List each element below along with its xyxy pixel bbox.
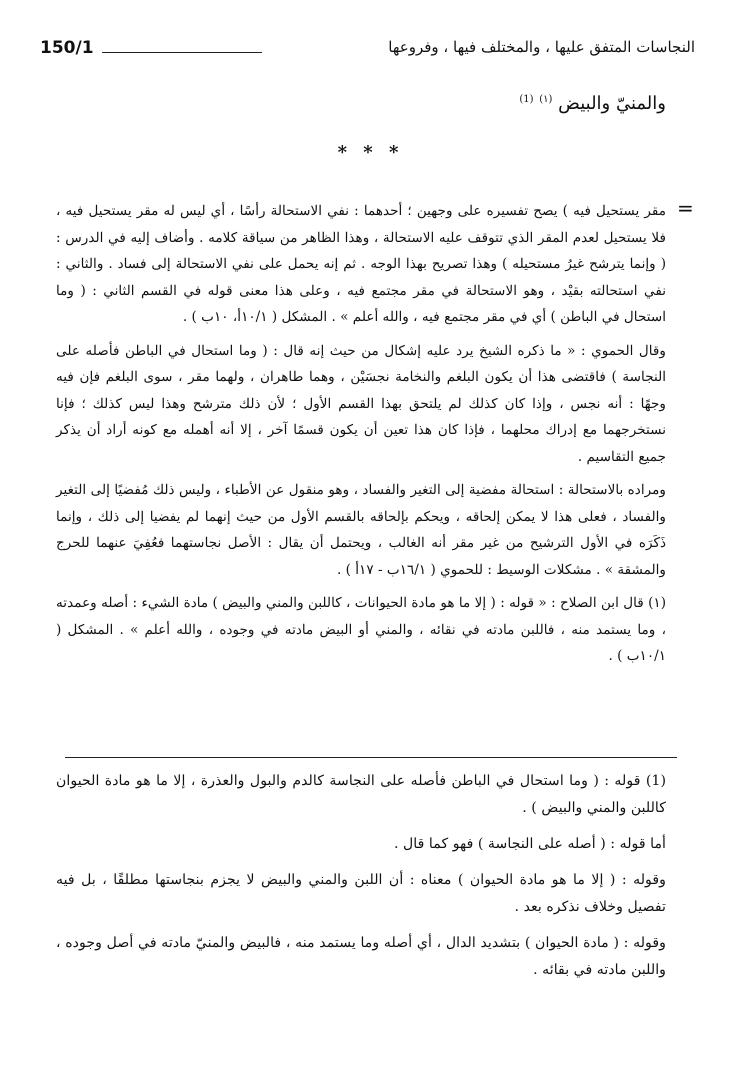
note-marker: (١) <box>539 94 553 105</box>
commentary-paragraph: مقر يستحيل فيه ) يصح تفسيره على وجهين ؛ أحدهما : نفي الاستحالة رأسًا ، أي ليس له مقر يستحيل فيه ، فلا يستحيل لعدم المقر الذي تتوقف عليه الاستحالة ، وهذا الظاهر من سياقة كلامه . وأضاف إليه في الدرس : ( وإنما يترشح غيرُ مستحيله ) وهذا تصريح بهذا الوجه . ثم إنه يحمل على نفي الاستحالة إلى فساد . والثاني : نفي استحالته بقيْد ، وهو الاستحالة في مقر مجتمع فيه ، وعلى هذا معنى قوله في القسم الثاني : ( وما استحال في الباطن ) أي في مقر مجتمع فيه ، والله أعلم » . المشكل ( ١٠/١أ، ١٠ب ) . <box>56 203 666 325</box>
footnote-paragraph: وقوله : ( إلا ما هو مادة الحيوان ) معناه : أن اللبن والمني والبيض لا يجزم بنجاستها مطلقًا ، بل فيه تفصيل وخلاف نذكره بعد . <box>56 872 666 915</box>
header-rule <box>102 52 262 53</box>
footnotes-block <box>56 768 666 993</box>
footnote-paragraph: أما قوله : ( أصله على النجاسة ) فهو كما قال . <box>393 836 666 852</box>
running-header <box>40 38 695 64</box>
footnote-divider <box>65 757 677 758</box>
running-title: النجاسات المتفق عليها ، والمختلف فيها ، وفروعها <box>388 38 695 56</box>
commentary-block <box>56 198 666 677</box>
commentary-paragraph: (١) قال ابن الصلاح : « قوله : ( إلا ما هو مادة الحيوانات ، كاللبن والمني والبيض ) مادة الشيء : أصله وعمدته ، وما يستمد منه ، فاللبن مادته في نقائه ، والمني أو البيض مادته في وجوده ، والله أعلم » . المشكل ( ١٠/١ب ) . <box>56 595 666 664</box>
commentary-paragraph: وقال الحموي : « ما ذكره الشيخ يرد عليه إشكال من حيث إنه قال : ( وما استحال في الباطن فأصله على النجاسة ) فاقتضى هذا أن يكون البلغم والنخامة نجسَيْن ، وهما طاهران ، ولهما مقر ، سوى البلغم فإن فيه وجهًا : أنه نجس ، وإذا كان كذلك لم يلتحق بهذا القسم الأول ؛ لأن ذلك مترشح وهذا ليس كذلك ؛ فإنا نستخرجهما مع إدراك محلهما ، فإذا كان هذا تعين أن يكون قسمًا آخر ، إلا أنه أهمله مع كونه أراد أن يذكر جميع التقاسيم . <box>56 342 666 465</box>
footnote-paragraph: وقوله : ( مادة الحيوان ) بتشديد الدال ، أي أصله وما يستمد منه ، فالبيض والمنيّ مادته في أصل وجوده ، واللبن مادته في بقائه . <box>56 935 666 978</box>
continuation-marker: = <box>677 196 694 220</box>
section-separator: * * * <box>337 142 404 163</box>
main-text <box>86 86 666 118</box>
footnote-paragraph: (1) قوله : ( وما استحال في الباطن فأصله على النجاسة كالدم والبول والعذرة ، إلا ما هو مادة الحيوان كاللبن والمني والبيض ) . <box>56 773 666 816</box>
main-text-line: والمنيّ والبيض <box>558 93 666 114</box>
commentary-paragraph: ومراده بالاستحالة : استحالة مفضية إلى التغير والفساد ، وهو منقول عن الأطباء ، وليس ذلك مُفضيًا إلى التغير والفساد ، فعلى هذا لا يمكن إلحاقه ، ويحكم بإلحاقه بالقسم الأول من حيث إنهما لم يفضيا إلى ذلك ، وإنما ذَكَرَه في الأول الترشيح من غير مقر أنه الغالب ، ويحتمل أن يقال : الأصل نجاستهما فعُفِيَ عنهما للحرج والمشقة » . مشكلات الوسيط : للحموي ( ١٦/١ب - ١٧أ ) . <box>56 482 666 578</box>
page-number: 150/1 <box>40 38 94 58</box>
note-marker: (1) <box>519 94 534 105</box>
